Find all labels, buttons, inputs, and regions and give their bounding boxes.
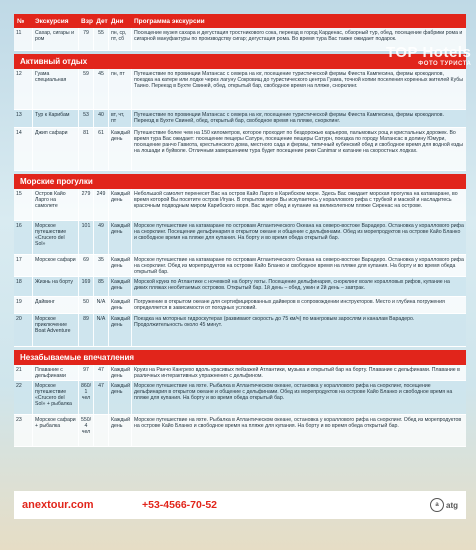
row-child: 61 [93,128,108,170]
row-days: вт, чт, пт [108,110,131,127]
table-header [14,14,466,28]
excursion-table [14,14,466,447]
footer-phone[interactable]: +53-4566-70-52 [142,499,218,511]
section-heading-impressions: Незабываемые впечатления [14,350,466,365]
row-adult: 97 [78,365,93,380]
row-days: пн, пт [108,69,131,109]
row-days: Каждый день [108,297,131,313]
row-days: Каждый день [108,415,131,446]
row-program: Путешествие более чем на 150 километров, которое проходит по бездорожью карьеров, пальмовых рощ и кристальных дорожек. Во время тура Вас ожидает: посещение пещеры Сатурн, посещение пещеры Сатурн, поездка по городу Матансас в долину Юмури, посещение ранчо Гавиота, крестьянского дома, местного сада и фермы, типичный кубинский обед и свободное время для водной езды на лошади и буйволе. Отличным завершением тура будет посещение реки Canimar и катание на скоростных лодках. [131,128,466,170]
row-days: пн, ср, пт, сб [108,28,131,50]
row-name: Тур к Карибам [32,110,78,127]
atg-logo-icon: a [430,498,444,512]
row-child: 47 [93,365,108,380]
row-num: 16 [16,222,22,229]
row-child: N/A [93,314,108,346]
col-child: Дет [96,17,108,25]
col-name: Экскурсия [35,17,69,25]
section-heading-sea: Морские прогулки [14,174,466,189]
row-days: Каждый день [108,255,131,276]
table-row [14,365,466,381]
row-num: 21 [16,366,22,373]
row-name: Гуама специальная [32,69,78,109]
table-row [14,128,466,171]
row-child: 49 [93,221,108,254]
row-name: Морское сафари [32,255,78,276]
col-days: Дни [111,17,124,25]
row-child [93,415,108,446]
row-num: 13 [16,111,22,118]
row-program: Путешествие по провинции Матансас с севера на юг, посещение туристической фермы Фиеста Кампесина, фермы крокодилов, поездка на катере или лодке через лагуну Сокровищ до туристического центра Гуама, точной копии поселения коренных жителей Кубы Таино. Переезд в Бухте Свиней, обед, открытый бар, свободное время на пляже, снорклинг. [131,69,466,109]
row-name: Плавание с дельфинами [32,365,78,380]
row-adult: 69 [78,255,93,276]
watermark-main: TOP Hotels [386,44,472,61]
table-row [14,277,466,297]
atg-logo [430,498,458,512]
row-program: Поездка на моторных гидроскутерах (развивают скорость до 75 км/ч) по мангровым зарослям и каналам Варадеро. Продолжительность около 45 минут. [131,314,466,346]
row-child: 35 [93,255,108,276]
row-program: Посещение музея сахара и дегустация тростникового сока, переезд в город Карденас, обзорный тур, обед, посещение фабрики рома и сигарной мануфактуры по производству сигар; дегустация рома. Во время тура Вас также ожидает подарок. [131,28,466,50]
row-name: Джип сафари [32,128,78,170]
footer-website[interactable]: anextour.com [22,499,94,511]
row-adult: 279 [78,189,93,220]
row-adult: 89 [78,314,93,346]
row-num: 14 [16,129,22,136]
table-row [14,221,466,255]
row-adult: 59 [78,69,93,109]
row-name: Жизнь на борту [32,277,78,296]
atg-logo-text: atg [446,500,458,510]
row-adult: 550/ 4 чел [78,415,93,446]
row-program: Морское путешествие на яхте. Рыбалка в Атлантическом океане, остановка у кораллового рифа на снорклинг, посещение дельфинария в открытом океане и общение с дельфинами. Обед из морепродуктов на острове Кайо Бланко и свободное время на пляже для купания. На борту и во время обеда открытый бар. [131,381,466,414]
row-days: Каждый день [108,381,131,414]
row-program: Морское путешествие на катамаране по островам Атлантического Океана на северо-востоке Варадеро. Остановка у кораллового рифа на снорклинг. Посещение дельфинария в открытом океане и общение с дельфинами. Обед из морепродуктов на острове Кайо Бланко и свободное время на пляже для купания. На борту и во время обеда открытый бар. [131,221,466,254]
row-num: 11 [16,29,22,36]
col-program: Программа экскурсии [134,17,205,25]
row-days: Каждый день [108,128,131,170]
row-name: Дайвинг [32,297,78,313]
row-child: 47 [93,381,108,414]
row-program: Круиз на Ранчо Кангрехо вдоль красивых пейзажей Атлантики, музыка и открытый бар на борту. Плавание с дельфинами. Плавание в различных интерактивных упражнения с дельфином. [131,365,466,380]
row-days: Каждый день [108,277,131,296]
table-row [14,110,466,128]
row-program: Морской круиз по Атлантике с ночевкой на борту яхты. Посещение дельфинария, снорклинг возле коралловых рифов, купание на диких пляжах необитаемых островов. Открытый бар. 1й день – обед, ужин и 2й день – завтрак. [131,277,466,296]
row-child: N/A [93,297,108,313]
col-num: № [17,17,25,25]
row-name: Морское приключение Boat Adventure [32,314,78,346]
table-row [14,381,466,415]
row-num: 18 [16,278,22,285]
row-child: 40 [93,110,108,127]
row-adult: 860/ 1 чел [78,381,93,414]
row-num: 23 [16,416,22,423]
row-child: 55 [93,28,108,50]
row-program: Морское путешествие на катамаране по островам Атлантического Океана на северо-востоке Варадеро. Остановка у кораллового рифа на снорклинг. Обед из морепродуктов на острове Кайо Бланко и свободное время на пляже для купания. На борту и во время обеда открытый бар. [131,255,466,276]
row-child: 45 [93,69,108,109]
row-num: 15 [16,190,22,197]
row-program: Путешествие по провинции Матансас с севера на юг, посещение туристической фермы Фиеста Кампесина, фермы крокодилов. Переезд в Бухте Свиней, обед, открытый бар, свободное время на пляже, снорклинг. [131,110,466,127]
row-name: Морское путешествие «Crucero del Sol» [32,221,78,254]
row-adult: 79 [78,28,93,50]
row-num: 22 [16,382,22,389]
row-program: Морское путешествие на яхте. Рыбалка в Атлантическом океане, остановка у кораллового рифа на снорклинг. Обед из морепродуктов на острове Кайо Бланко и свободное время на пляже для купания. На борту и во время обеда открытый бар. [131,415,466,446]
tophotels-watermark [386,44,471,67]
row-num: 19 [16,298,22,305]
row-days: Каждый день [108,189,131,220]
row-name: Остров Кайо Ларго на самолете [32,189,78,220]
watermark-sub: ФОТО ТУРИСТА [418,61,472,67]
table-row [14,255,466,277]
table-row [14,415,466,447]
section-heading-active: Активный отдых [14,54,466,69]
row-child: 85 [93,277,108,296]
table-row [14,297,466,314]
footer-bar [14,491,466,519]
row-adult: 169 [78,277,93,296]
row-days: Каждый день [108,221,131,254]
table-row [14,189,466,221]
row-num: 17 [16,256,22,263]
row-name: Морское путешествие «Crucero del Sol» + рыбалка [32,381,78,414]
row-days: Каждый день [108,314,131,346]
row-num: 12 [16,70,22,77]
row-adult: 50 [78,297,93,313]
row-days: Каждый день [108,365,131,380]
row-adult: 53 [78,110,93,127]
col-adult: Взр [81,17,93,25]
row-adult: 81 [78,128,93,170]
table-row [14,69,466,110]
row-child: 249 [93,189,108,220]
row-program: Небольшой самолет перенесет Вас на остров Кайо Ларго в Карибском море. Здесь Вас ожидает морская прогулка на катамаране, во время которой Вы посетите остров Игуан. В открытом море Вы искупаетесь у кораллового рифа с трубкой и маской и насладитесь красочным подводным миром Карибского моря. Вас ждет обед и купание на великолепном пляже Сиренас на острове. [131,189,466,220]
row-program: Погружение в открытом океане для сертифицированных дайверов в сопровождении инструкторов. Место и глубина погружения определяется в зависимости от погодных условий. [131,297,466,313]
row-num: 20 [16,315,22,322]
table-row [14,314,466,347]
row-name: Сахар, сигары и ром [32,28,78,50]
row-adult: 101 [78,221,93,254]
row-name: Морское сафари + рыбалка [32,415,78,446]
